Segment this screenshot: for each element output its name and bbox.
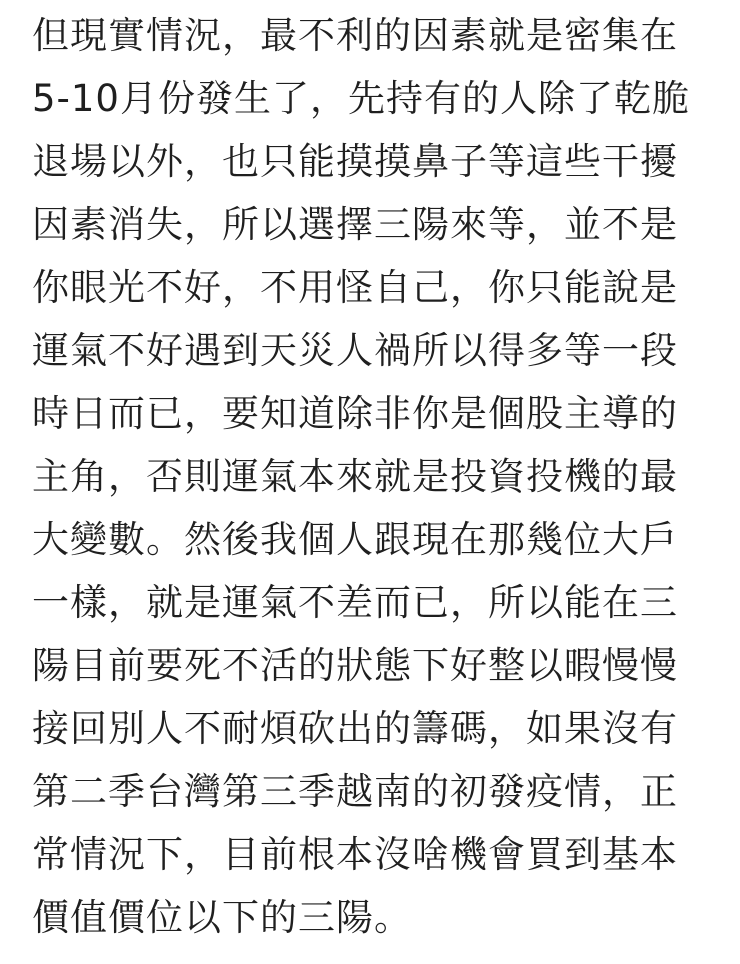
text-line: 退場以外，也只能摸摸鼻子等這些干擾 [32, 140, 678, 183]
text-line: 常情況下，目前根本沒啥機會買到基本 [32, 833, 678, 876]
text-line: 你眼光不好，不用怪自己，你只能說是 [32, 266, 678, 309]
text-line: 接回別人不耐煩砍出的籌碼，如果沒有 [32, 707, 678, 750]
text-line: 但現實情況，最不利的因素就是密集在 [32, 14, 678, 57]
text-line: 一樣，就是運氣不差而已，所以能在三 [32, 581, 678, 624]
text-line: 陽目前要死不活的狀態下好整以暇慢慢 [32, 644, 678, 687]
text-line: 5-10月份發生了，先持有的人除了乾脆 [32, 77, 690, 120]
text-line: 大變數。然後我個人跟現在那幾位大戶 [32, 518, 678, 561]
text-line: 運氣不好遇到天災人禍所以得多等一段 [32, 329, 678, 372]
text-line: 主角，否則運氣本來就是投資投機的最 [32, 455, 678, 498]
text-line: 時日而已，要知道除非你是個股主導的 [32, 392, 678, 435]
text-line: 第二季台灣第三季越南的初發疫情，正 [32, 770, 678, 813]
text-line: 價值價位以下的三陽。 [32, 896, 412, 939]
text-line: 因素消失，所以選擇三陽來等，並不是 [32, 203, 678, 246]
